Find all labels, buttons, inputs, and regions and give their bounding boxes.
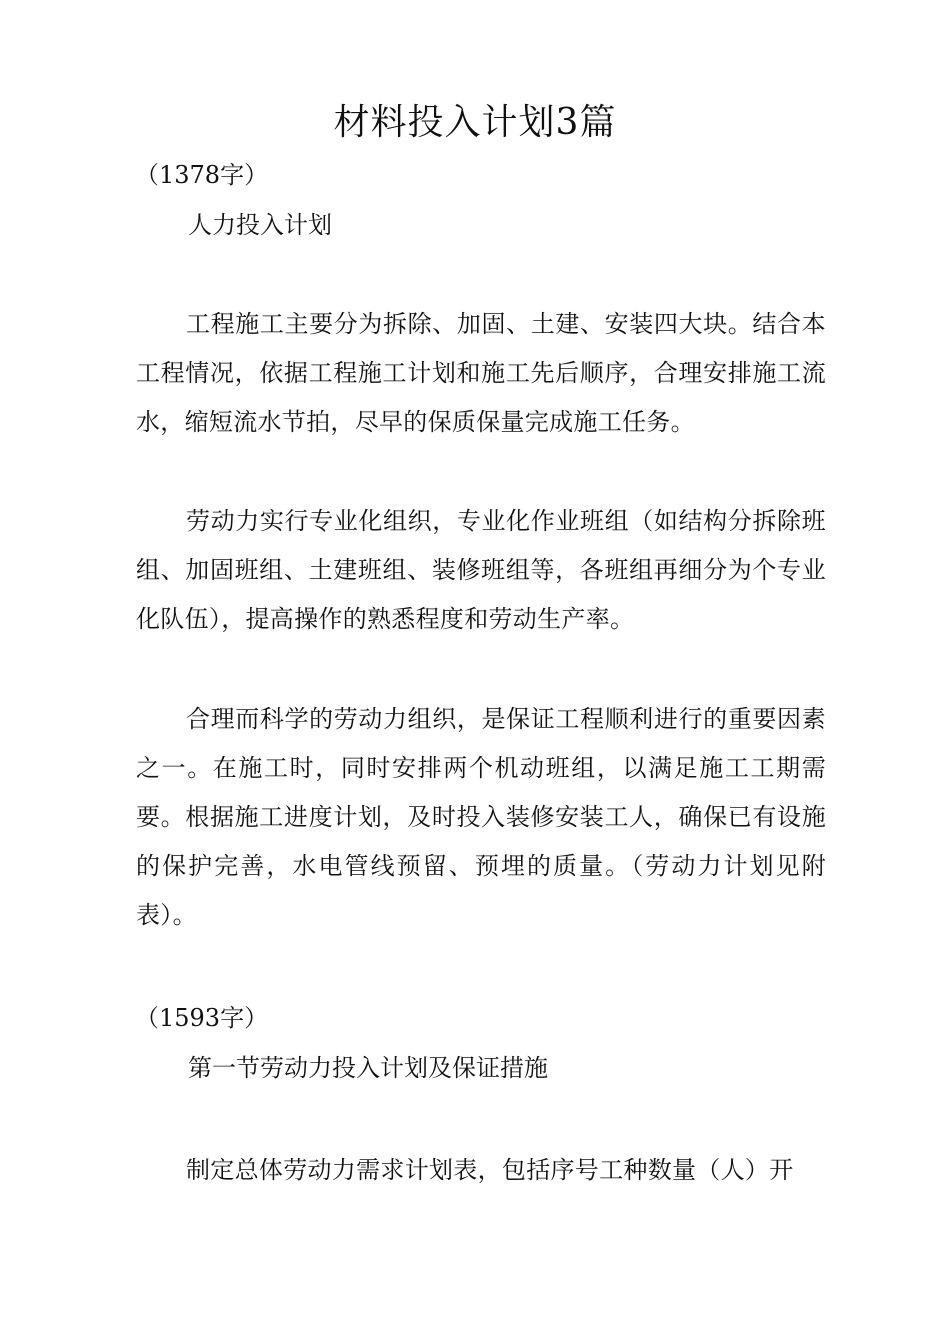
document-title: 材料投入计划3篇	[333, 102, 617, 143]
section1-paragraph-1: 工程施工主要分为拆除、加固、土建、安装四大块。结合本工程情况，依据工程施工计划和施工先后顺序，合理安排施工流水，缩短流水节拍，尽早的保质保量完成施工任务。	[136, 310, 826, 436]
section1-paragraph-3: 合理而科学的劳动力组织，是保证工程顺利进行的重要因素之一。在施工时，同时安排两个机动班组，以满足施工工期需要。根据施工进度计划，及时投入装修安装工人，确保已有设施的保护完善，水电管线预留、预埋的质量。（劳动力计划见附表）。	[136, 705, 826, 929]
section2-word-count: （1593字）	[135, 1004, 269, 1032]
section1-word-count: （1378字）	[135, 161, 269, 189]
section2-heading: 第一节劳动力投入计划及保证措施	[188, 1054, 548, 1082]
section2-paragraph-1: 制定总体劳动力需求计划表，包括序号工种数量（人）开	[186, 1156, 794, 1184]
section1-paragraph-2: 劳动力实行专业化组织，专业化作业班组（如结构分拆除班组、加固班组、土建班组、装修班组等，各班组再细分为个专业化队伍），提高操作的熟悉程度和劳动生产率。	[136, 507, 826, 633]
section1-heading: 人力投入计划	[188, 211, 332, 239]
